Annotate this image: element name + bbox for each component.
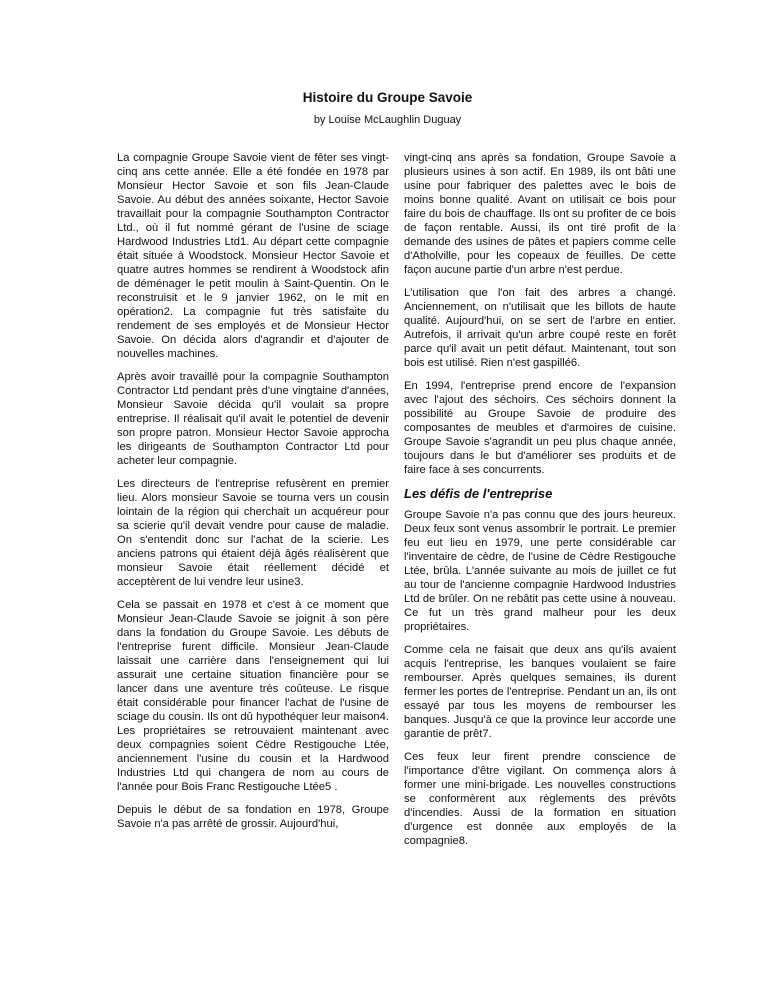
paragraph: vingt-cinq ans après sa fondation, Groupe Savoie a plusieurs usines à son actif. En 1989, ils ont bâti une usine pour fabriquer des palettes avec le bois de moins bonne qualité. Avant on utilisait ce bois pour faire du bois de chauffage. Ils ont su profiter de ce bois de façon rentable. Aussi, ils ont tiré profit de la demande des usines de pâtes et papiers comme celle d'Atholville, pour les copeaux de feuilles. De cette façon aucune partie d'un arbre n'est perdue.: [404, 152, 676, 276]
paragraph: Depuis le début de sa fondation en 1978, Groupe Savoie n'a pas arrêté de grossir. Aujourd'hui,: [117, 804, 389, 830]
author-byline: by Louise McLaughlin Duguay: [313, 114, 462, 126]
paragraph: Après avoir travaillé pour la compagnie Southampton Contractor Ltd pendant près d'une vingtaine d'années, Monsieur Savoie décida qu'il voulait sa propre entreprise. Il réalisait qu'il avait le potentiel de devenir son propre patron. Monsieur Hector Savoie approcha les dirigeants de Southampton Contractor Ltd pour acheter leur compagnie.: [117, 371, 389, 467]
paragraph: La compagnie Groupe Savoie vient de fêter ses vingt-cinq ans cette année. Elle a été fondée en 1978 par Monsieur Hector Savoie et son fils Jean-Claude Savoie. Au début des années soixante, Hector Savoie travaillait pour la compagnie Southampton Contractor Ltd., où il fut nommé gérant de l'usine de sciage Hardwood Industries Ltd1. Au départ cette compagnie était située à Woodstock. Monsieur Hector Savoie et quatre autres hommes se rendirent à Woodstock afin de déménager le petit moulin à Saint-Quentin. On le reconstruisit et le 9 janvier 1962, on le mit en opération2. La compagnie fut très satisfaite du rendement de ses employés et de Monsieur Hector Savoie. On décida alors d'agrandir et d'ajouter de nouvelles machines.: [117, 152, 389, 360]
paragraph: L'utilisation que l'on fait des arbres a changé. Anciennement, on n'utilisait que les billots de haute qualité. Aujourd'hui, on se sert de l'arbre en entier. Autrefois, il arrivait qu'un arbre coupé reste en forêt parce qu'il avait un petit défaut. Maintenant, tout son bois est utilisé. Rien n'est gaspillé6.: [404, 287, 676, 369]
left-column: [117, 151, 389, 840]
paragraph: Comme cela ne faisait que deux ans qu'ils avaient acquis l'entreprise, les banques voulaient se faire rembourser. Après quelques semaines, ils durent fermer les portes de l'entreprise. Pendant un an, ils ont essayé par tous les moyens de rembourser les banques. Jusqu'à ce que la province leur accorde une garantie de prêt7.: [404, 644, 676, 740]
paragraph: En 1994, l'entreprise prend encore de l'expansion avec l'ajout des séchoirs. Ces séchoirs donnent la possibilité au Groupe Savoie de produire des composantes de meubles et d'armoires de cuisine. Groupe Savoie s'agrandit un peu plus chaque année, toujours dans le but d'améliorer ses produits et de faire face à ses concurrents.: [404, 380, 676, 476]
paragraph: Groupe Savoie n'a pas connu que des jours heureux. Deux feux sont venus assombrir le portrait. Le premier feu eut lieu en 1979, une perte considérable car l'inventaire de cèdre, de l'usine de Cèdre Restigouche Ltée, brûla. L'année suivante au mois de juillet ce fut au tour de l'ancienne compagnie Hardwood Industries Ltd de brûler. On ne rebâtit pas cette usine à nouveau. Ce fut un très grand malheur pour les deux propriétaires.: [404, 509, 676, 633]
paragraph: Ces feux leur firent prendre conscience de l'importance d'être vigilant. On commença alors à former une mini-brigade. Les nouvelles constructions se conformèrent aux règlements des prévôts d'incendies. Aussi de la formation en situation d'urgence est donnée aux employés de la compagnie8.: [404, 751, 676, 847]
document-title: Histoire du Groupe Savoie: [302, 90, 473, 105]
section-heading: Les défis de l'entreprise: [404, 486, 553, 501]
paragraph: Les directeurs de l'entreprise refusèrent en premier lieu. Alors monsieur Savoie se tourna vers un cousin lointain de la région qui cherchait un acquéreur pour sa scierie qu'il devait vendre pour cause de maladie. On s'entendit donc sur l'achat de la scierie. Les anciens patrons qui étaient déjà âgés réalisèrent que monsieur Savoie était réellement décidé et acceptèrent de lui vendre leur usine3.: [117, 478, 389, 588]
paragraph: Cela se passait en 1978 et c'est à ce moment que Monsieur Jean-Claude Savoie se joignit à son père dans la fondation du Groupe Savoie. Les débuts de l'entreprise furent difficile. Monsieur Jean-Claude laissait une carrière dans l'enseignement qui lui assurait une certaine situation financière pour se lancer dans une aventure très coûteuse. Le risque était considérable pour financer l'achat de l'usine de sciage du cousin. Ils ont dû hypothéquer leur maison4. Les propriétaires se retrouvaient maintenant avec deux compagnies soient Cèdre Restigouche Ltée, anciennement l'usine du cousin et la Hardwood Industries Ltd qui changera de nom au cours de l'année pour Bois Franc Restigouche Ltée5 .: [117, 599, 389, 793]
right-column: [404, 151, 676, 857]
